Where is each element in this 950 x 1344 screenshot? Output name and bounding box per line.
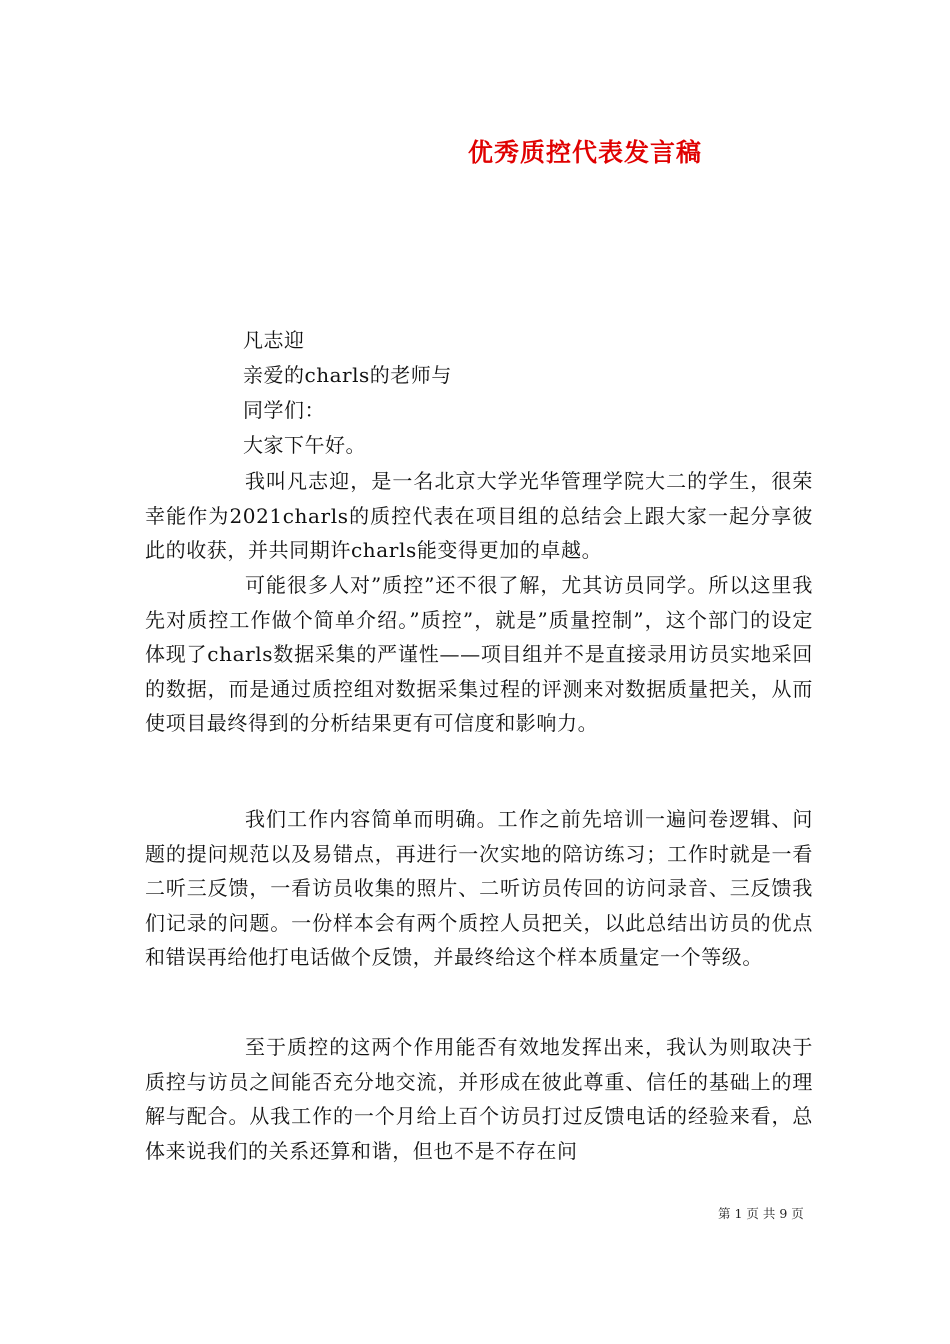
document-title: 优秀质控代表发言稿 (468, 138, 703, 167)
paragraph-3: 我们工作内容简单而明确。工作之前先培训一遍问卷逻辑、问题的提问规范以及易错点，再进行一次实地的陪访练习；工作时就是一看二听三反馈，一看访员收集的照片、二听访员传回的访问录音、三反馈我们记录的问题。一份样本会有两个质控人员把关，以此总结出访员的优点和错误再给他打电话做个反馈，并最终给这个样本质量定一个等级。 (145, 807, 813, 969)
paragraph-4: 至于质控的这两个作用能否有效地发挥出来，我认为则取决于质控与访员之间能否充分地交流，并形成在彼此尊重、信任的基础上的理解与配合。从我工作的一个月给上百个访员打过反馈电话的经验来看，总体来说我们的关系还算和谐，但也不是不存在问 (145, 1035, 813, 1163)
paragraph-2: 可能很多人对”质控”还不很了解，尤其访员同学。所以这里我先对质控工作做个简单介绍。”质控”，就是”质量控制”，这个部门的设定体现了charls数据采集的严谨性——项目组并不是直接录用访员实地采回的数据，而是通过质控组对数据采集过程的评测来对数据质量把关，从而使项目最终得到的分析结果更有可信度和影响力。 (145, 573, 813, 735)
paragraph-1: 我叫凡志迎，是一名北京大学光华管理学院大二的学生，很荣幸能作为2021charls的质控代表在项目组的总结会上跟大家一起分享彼此的收获，并共同期许charls能变得更加的卓越。 (145, 469, 813, 562)
author-name: 凡志迎 (243, 328, 305, 352)
salutation-line-2: 同学们： (243, 398, 325, 422)
greeting: 大家下午好。 (243, 433, 366, 457)
salutation-line-1: 亲爱的charls的老师与 (243, 363, 452, 387)
page-footer: 第 1 页 共 9 页 (718, 1206, 804, 1221)
